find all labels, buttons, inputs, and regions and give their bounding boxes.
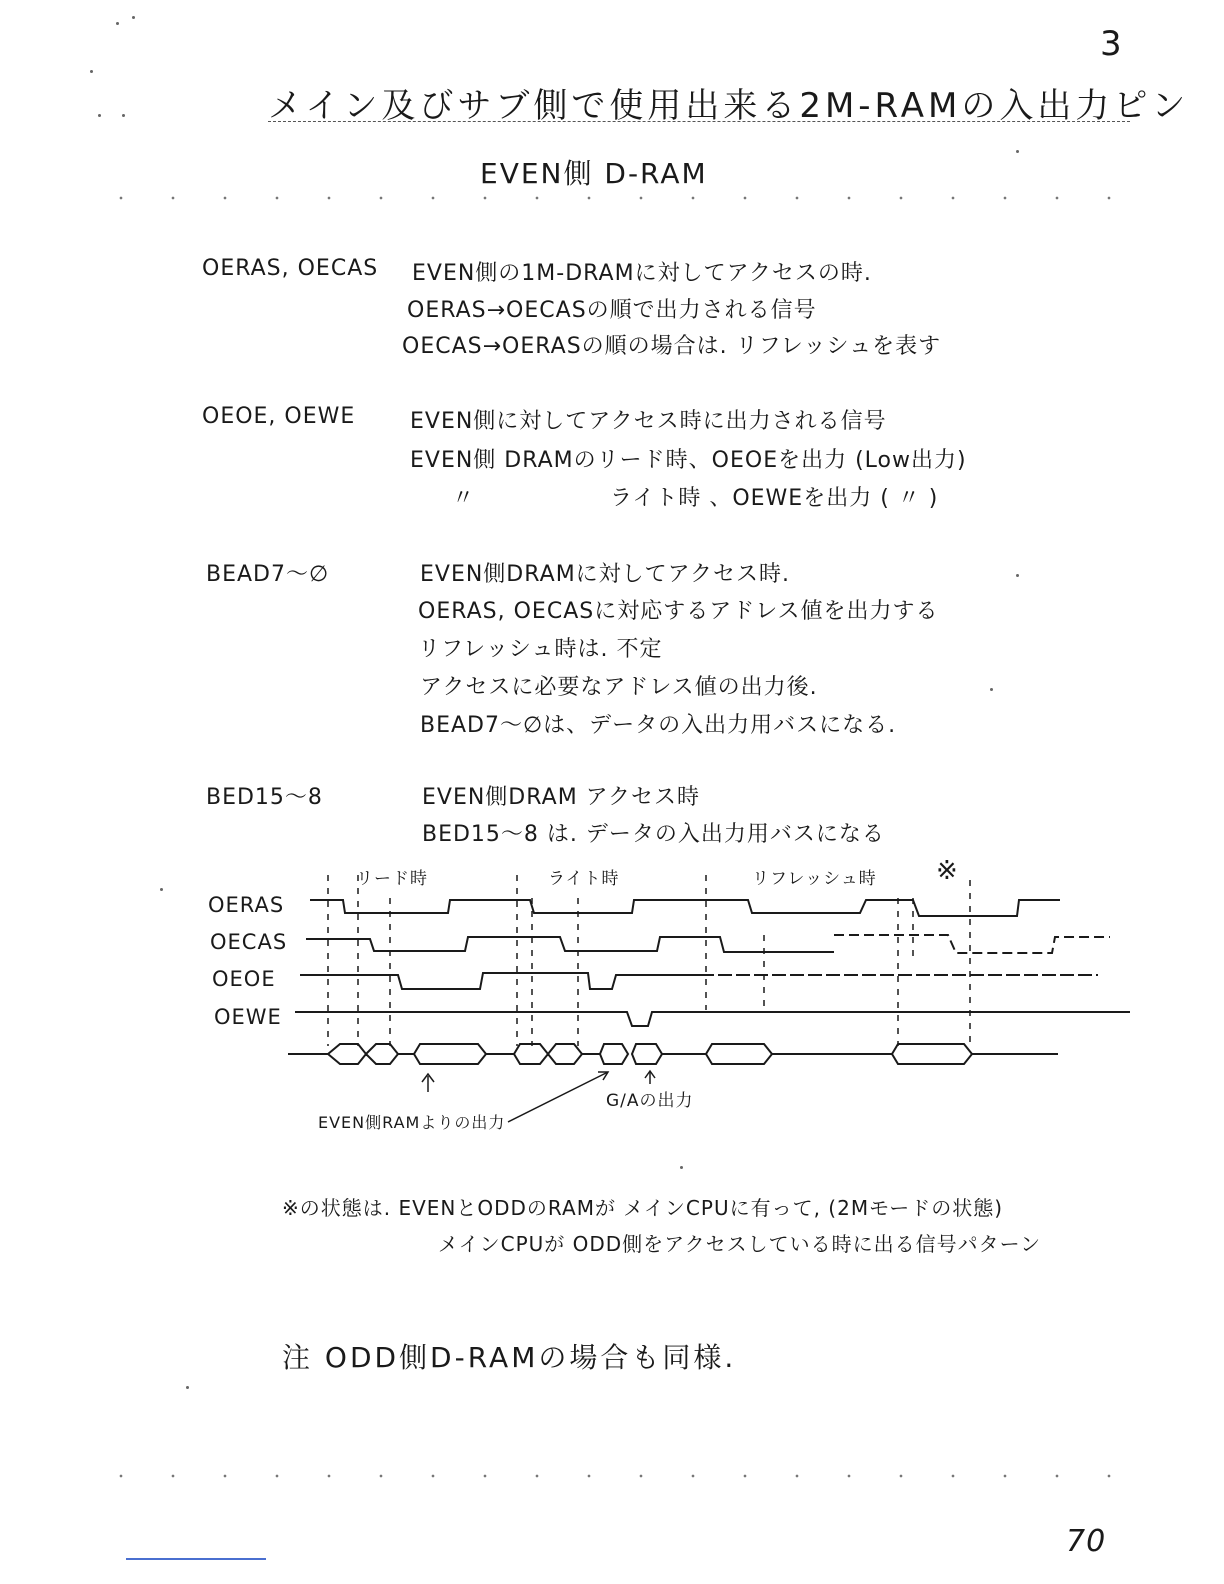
waveform-oecas-refresh bbox=[834, 935, 1110, 953]
phase-label-asterisk: ※ bbox=[936, 856, 959, 886]
asterisk-note-line2: メインCPUが ODD側をアクセスしている時に出る信号パターン bbox=[438, 1232, 1042, 1256]
entry-name: BEAD7〜∅ bbox=[206, 562, 330, 587]
entry-line: EVEN側の1M-DRAMに対してアクセスの時. bbox=[412, 261, 872, 286]
waveform-oewe bbox=[295, 1012, 1130, 1026]
entry-line: リフレッシュ時は. 不定 bbox=[418, 637, 663, 662]
footnote: 注 ODD側D-RAMの場合も同様. bbox=[282, 1341, 737, 1374]
phase-label-write: ライト時 bbox=[548, 869, 620, 889]
entry-name: OEOE, OEWE bbox=[202, 404, 356, 429]
signal-label-oeras: OERAS bbox=[208, 893, 285, 917]
entry-line: OERAS, OECASに対応するアドレス値を出力する bbox=[418, 599, 939, 624]
waveform-oecas bbox=[306, 937, 834, 952]
entry-line: ライト時 、OEWEを出力 ( 〃 ) bbox=[610, 486, 939, 511]
caption-ga-output: G/Aの出力 bbox=[606, 1091, 694, 1111]
page-title: メイン及びサブ側で使用出来る2M-RAMの入出力ピン bbox=[268, 86, 1190, 126]
dotted-separator bbox=[95, 1474, 1135, 1478]
scan-speck bbox=[116, 22, 119, 25]
phase-label-refresh: リフレッシュ時 bbox=[752, 869, 877, 889]
scan-speck bbox=[186, 1386, 189, 1389]
scan-speck bbox=[680, 1166, 683, 1169]
signal-label-oeoe: OEOE bbox=[212, 967, 276, 991]
phase-label-read: リード時 bbox=[356, 869, 428, 889]
scan-speck bbox=[160, 888, 163, 891]
caption-even-output: EVEN側RAMよりの出力 bbox=[318, 1113, 506, 1132]
scan-speck bbox=[132, 16, 135, 19]
entry-line: アクセスに必要なアドレス値の出力後. bbox=[420, 675, 818, 700]
bottom-rule bbox=[126, 1558, 266, 1560]
entry-name: OERAS, OECAS bbox=[202, 256, 379, 281]
waveform-data-bus bbox=[288, 1044, 1058, 1064]
asterisk-note-line1: ※の状態は. EVENとODDのRAMが メインCPUに有って, (2Mモードの状態) bbox=[282, 1196, 1004, 1220]
waveform-oeoe bbox=[300, 973, 700, 989]
entry-line: OERAS→OECASの順で出力される信号 bbox=[407, 298, 817, 323]
entry-line: EVEN側に対してアクセス時に出力される信号 bbox=[410, 409, 887, 434]
scan-speck bbox=[1016, 150, 1019, 153]
scan-speck bbox=[1016, 574, 1019, 577]
page-number: 3 bbox=[1100, 24, 1122, 64]
folio-number: 70 bbox=[1066, 1524, 1107, 1559]
ditto-mark: 〃 bbox=[452, 486, 476, 511]
entry-line: EVEN側DRAMに対してアクセス時. bbox=[420, 562, 791, 587]
signal-label-oecas: OECAS bbox=[210, 930, 288, 954]
entry-line: EVEN側DRAM アクセス時 bbox=[422, 785, 701, 810]
entry-line: OECAS→OERASの順の場合は. リフレッシュを表す bbox=[402, 334, 942, 359]
scan-speck bbox=[122, 114, 125, 117]
scan-speck bbox=[98, 114, 101, 117]
signal-label-oewe: OEWE bbox=[214, 1005, 282, 1029]
entry-line: EVEN側 DRAMのリード時、OEOEを出力 (Low出力) bbox=[410, 448, 967, 473]
waveform-oeras bbox=[310, 900, 1060, 916]
scan-speck bbox=[990, 688, 993, 691]
entry-line: BED15〜8 は. データの入出力用バスになる bbox=[422, 822, 885, 847]
scan-speck bbox=[90, 70, 93, 73]
entry-line: BEAD7〜∅は、データの入出力用バスになる. bbox=[420, 713, 897, 738]
section-subtitle: EVEN側 D-RAM bbox=[480, 157, 708, 190]
entry-name: BED15〜8 bbox=[206, 785, 323, 810]
